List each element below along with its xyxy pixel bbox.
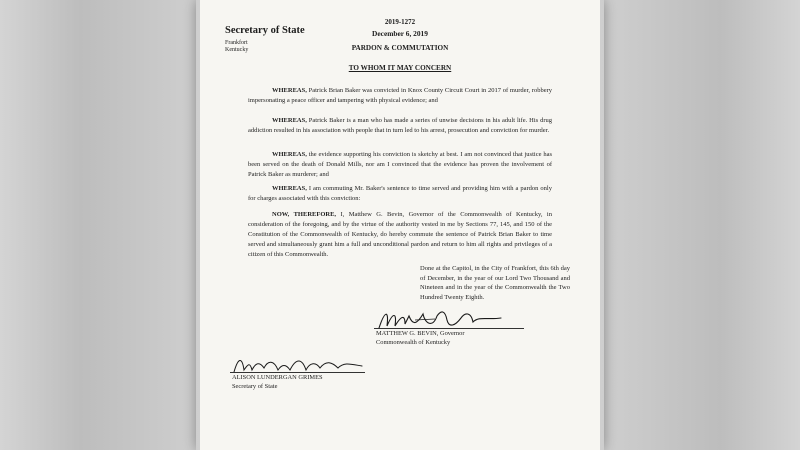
- paragraph-2: [248, 116, 552, 136]
- secretary-name: ALISON LUNDERGAN GRIMES: [232, 374, 323, 381]
- governor-block: [376, 330, 464, 347]
- paragraph-lead: NOW, THEREFORE,: [272, 211, 337, 218]
- governor-signature-line: [374, 328, 524, 329]
- secretary-signature-line: [230, 372, 365, 373]
- paragraph-4: [248, 184, 552, 204]
- letterhead-office: Secretary of State: [225, 25, 305, 36]
- paragraph-lead: WHEREAS,: [272, 151, 307, 158]
- background-left: [0, 0, 200, 450]
- paragraph-lead: WHEREAS,: [272, 185, 307, 192]
- paragraph-lead: WHEREAS,: [272, 117, 307, 124]
- secretary-title: Secretary of State: [232, 382, 278, 390]
- paragraph-text: the evidence supporting his conviction is sketchy at best. I am not convinced that justice has been served on the death of Donald Mills, nor am I convinced that the evidence has proven the involvement of Patrick Baker as murderer; and: [248, 151, 552, 178]
- salutation: TO WHOM IT MAY CONCERN: [348, 64, 452, 72]
- paragraph-text: I am commuting Mr. Baker's sentence to time served and providing him with a pardon only for charges associated with this conviction:: [248, 185, 552, 202]
- document-title: PARDON & COMMUTATION: [351, 44, 449, 52]
- paragraph-5: [248, 210, 552, 260]
- paragraph-1: [248, 86, 552, 106]
- governor-name: MATTHEW G. BEVIN, Governor: [376, 330, 465, 337]
- document-number: 2019-1272: [384, 18, 416, 26]
- paragraph-text: Patrick Brian Baker was convicted in Knox County Circuit Court in 2017 of murder, robbery impersonating a peace officer and tampering with physical evidence; and: [248, 87, 552, 104]
- letterhead-state: Kentucky: [225, 47, 249, 53]
- paragraph-3: [248, 150, 552, 180]
- paragraph-text: Patrick Baker is a man who has made a series of unwise decisions in his adult life. His drug addiction resulted in his association with people that in turn led to his arrest, prosecution and conviction for murder.: [248, 117, 552, 134]
- governor-title: Commonwealth of Kentucky: [376, 338, 451, 346]
- paragraph-text: I, Matthew G. Bevin, Governor of the Commonwealth of Kentucky, in consideration of the foregoing, and by the virtue of the authority vested in me by Sections 77, 145, and 150 of the Constitution of the Commonwealth of Kentucky, do hereby commute the sentence of Patrick Brian Baker to time served and simultaneously grant him a full and unconditional pardon and return to him all rights and privileges of a citizen of this Commonwealth.: [248, 211, 552, 258]
- letterhead-city: Frankfort: [225, 40, 248, 46]
- paragraph-lead: WHEREAS,: [272, 87, 307, 94]
- background-right: [600, 0, 800, 450]
- pardon-document: [200, 0, 600, 450]
- secretary-block: [232, 374, 323, 391]
- closing-statement: Done at the Capitol, in the City of Frankfort, this 6th day of December, in the year of our Lord Two Thousand and Nineteen and in the year of the Commonwealth the Two Hundred Twenty Eighth.: [420, 265, 570, 301]
- document-date: December 6, 2019: [372, 29, 428, 38]
